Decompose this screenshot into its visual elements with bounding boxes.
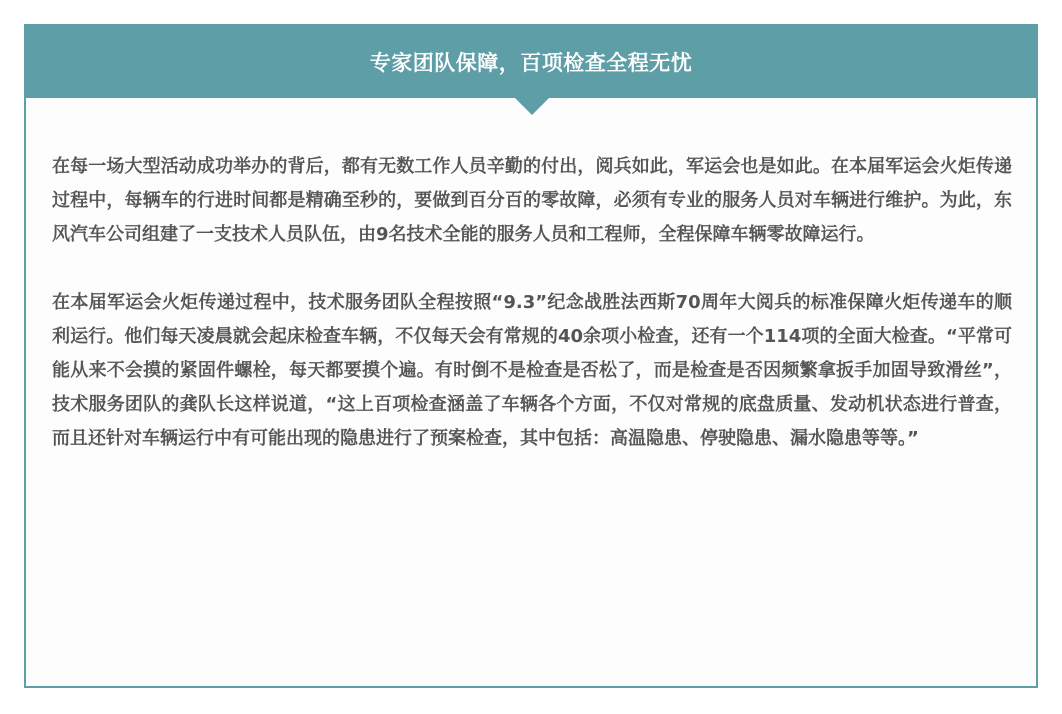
header-pointer-arrow (515, 98, 549, 115)
section-header (26, 26, 1036, 98)
article-body (52, 150, 1012, 456)
article-card (24, 24, 1038, 688)
section-title: 专家团队保障，百项检查全程无忧 (369, 51, 693, 75)
article-paragraph-1: 在每一场大型活动成功举办的背后，都有无数工作人员辛勤的付出，阅兵如此，军运会也是如此。在本届军运会火炬传递过程中，每辆车的行进时间都是精确至秒的，要做到百分百的零故障，必须有专业的服务人员对车辆进行维护。为此，东风汽车公司组建了一支技术人员队伍，由9名技术全能的服务人员和工程师，全程保障车辆零故障运行。 (52, 156, 1012, 245)
article-paragraph-2: 在本届军运会火炬传递过程中，技术服务团队全程按照“9.3”纪念战胜法西斯70周年大阅兵的标准保障火炬传递车的顺利运行。他们每天凌晨就会起床检查车辆，不仅每天会有常规的40余项小检查，还有一个114项的全面大检查。“平常可能从来不会摸的紧固件螺栓，每天都要摸个遍。有时倒不是检查是否松了，而是检查是否因频繁拿扳手加固导致滑丝”，技术服务团队的龚队长这样说道，“这上百项检查涵盖了车辆各个方面，不仅对常规的底盘质量、发动机状态进行普查，而且还针对车辆运行中有可能出现的隐患进行了预案检查，其中包括：高温隐患、停驶隐患、漏水隐患等等。” (52, 292, 1012, 449)
